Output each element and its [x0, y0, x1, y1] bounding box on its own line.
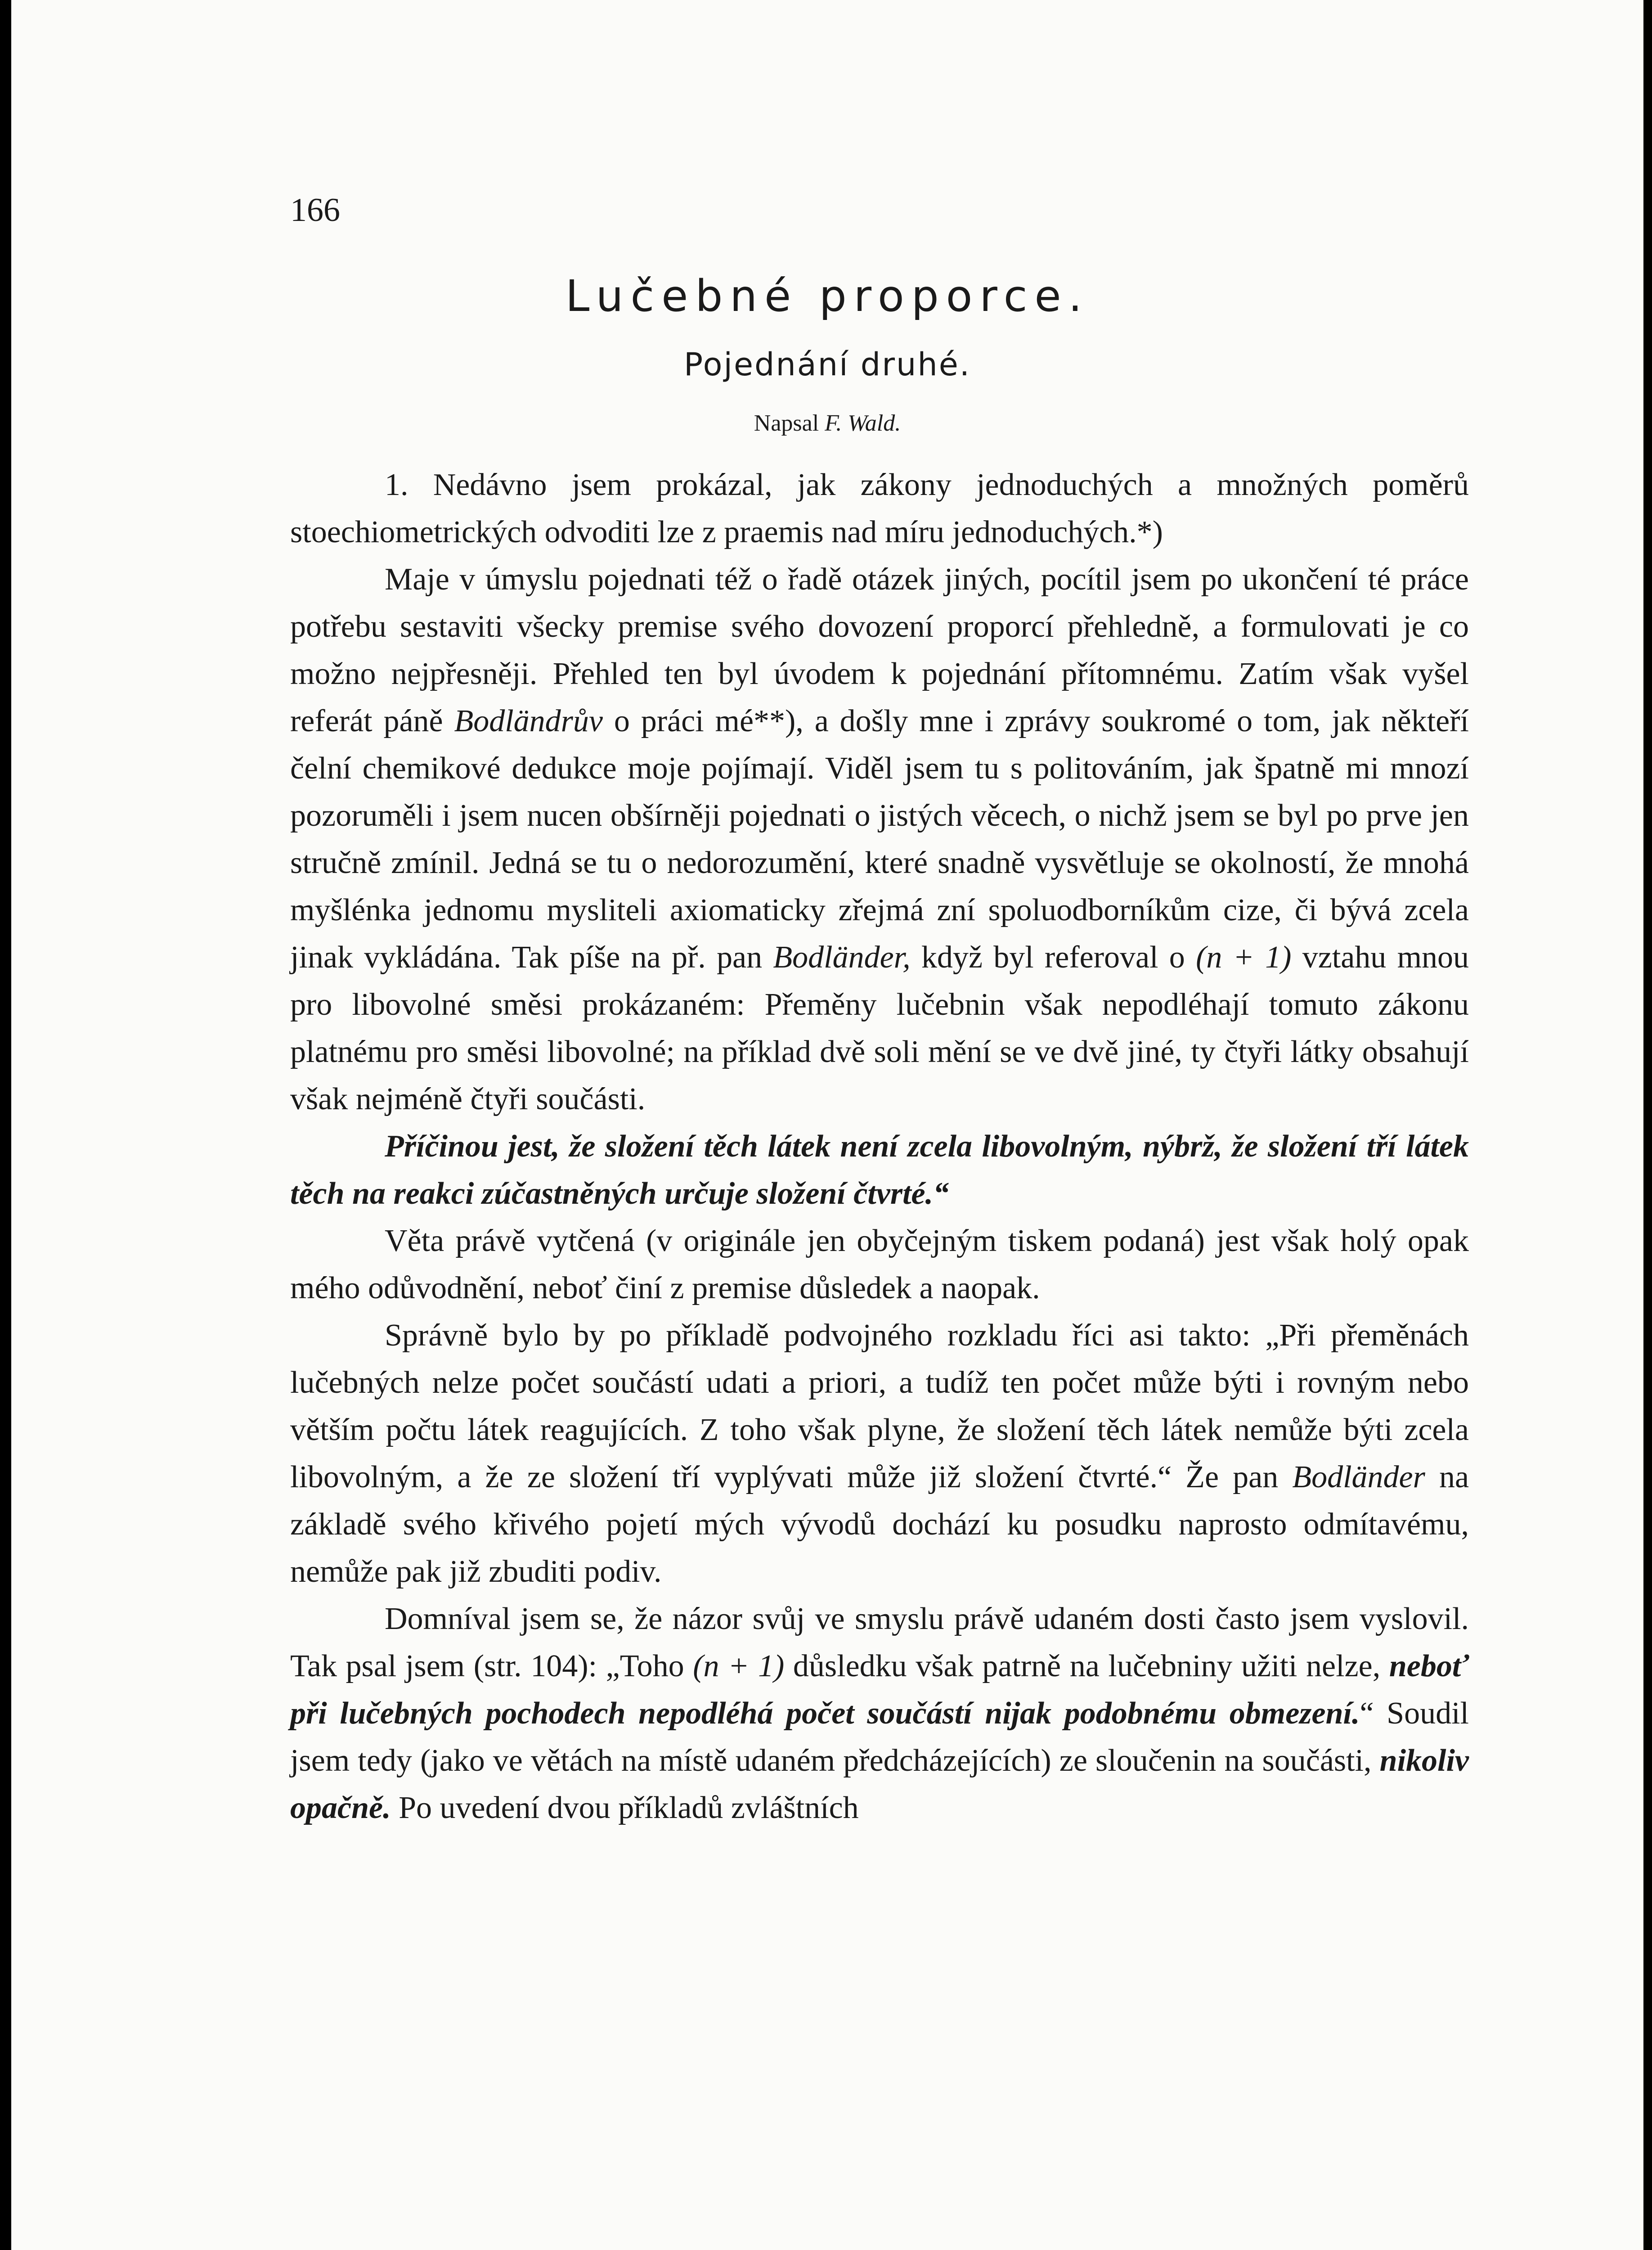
- paragraph-2-text-g: vztahu mnou pro libovolné směsi prokázaném: Přeměny lučebnin však nepodléhají tomuto zákonu platnému pro směsi libovolné; na příklad dvě soli mění se ve dvě jiné, ty čtyři látky obsahují však nejméně čtyři součásti.: [290, 940, 1469, 1116]
- article-title: Lučebné proporce.: [565, 271, 1090, 321]
- paragraph-5-text-a: Správně bylo by po příkladě podvojného rozkladu říci asi takto: „Při přeměnách lučebných nelze počet součástí udati a priori, a tudíž ten počet může býti i rovným nebo větším počtu látek reagujících. Z toho však plyne, že složení těch látek nemůže býti zcela libovolným, a že ze složení tří vyplývati může již složení čtvrté.“ Že pan: [290, 1318, 1469, 1494]
- paragraph-6-emphasis-2: nikoliv opačně.: [290, 1743, 1469, 1825]
- byline: [11, 412, 1643, 435]
- paragraph-2-name-bodlandruv: Bodländrův: [454, 704, 603, 738]
- paragraph-6-text-g: Po uvedení dvou příkladů zvláštních: [399, 1791, 859, 1825]
- paragraph-6-text-a: Domníval jsem se, že názor svůj ve smyslu právě udaném dosti často jsem vyslovil. Tak psal jsem (str. 104): „Toho: [290, 1602, 1469, 1683]
- paragraph-2: [290, 556, 1469, 1123]
- byline-prefix: Napsal: [754, 410, 819, 436]
- paragraph-2-text-e: když byl referoval o: [921, 940, 1185, 975]
- paragraph-5: [290, 1312, 1469, 1595]
- byline-author: F. Wald.: [825, 410, 901, 436]
- paragraph-6-text-c: důsledku však patrně na lučebniny užiti nelze,: [793, 1649, 1381, 1683]
- paragraph-5-name-bodlander: Bodländer: [1292, 1460, 1425, 1494]
- article-body: [290, 461, 1469, 1832]
- paragraph-6-formula: (n + 1): [693, 1649, 785, 1683]
- paragraph-1: 1. Nedávno jsem prokázal, jak zákony jednoduchých a množných poměrů stoechiometrických odvoditi lze z praemis nad míru jednoduchých.*): [290, 468, 1469, 549]
- paragraph-6-emphasis: neboť při lučebných pochodech nepodléhá počet součástí nijak podobnému obmezení.: [290, 1649, 1469, 1731]
- paragraph-2-name-bodlander: Bodländer,: [773, 940, 911, 975]
- paragraph-2-formula: (n + 1): [1196, 940, 1292, 975]
- article-subtitle: Pojednání druhé.: [683, 346, 971, 383]
- page-number: 166: [290, 192, 340, 229]
- book-page: [11, 0, 1643, 2250]
- paragraph-2-text-c: o práci mé**), a došly mne i zprávy soukromé o tom, jak někteří čelní chemikové dedukce moje pojímají. Viděl jsem tu s politováním, jak špatně mi mnozí pozoruměli i jsem nucen obšírněji pojednati o jistých věcech, o nichž jsem se byl po prve jen stručně zmínil. Jedná se tu o nedorozumění, které snadně vysvětluje se okolností, že mnohá myšlénka jednomu mysliteli axiomaticky zřejmá zní spoluodborníkům cize, či bývá zcela jinak vykládána. Tak píše na př. pan: [290, 704, 1469, 975]
- paragraph-4: Věta právě vytčená (v originále jen obyčejným tiskem podaná) jest však holý opak mého odůvodnění, neboť činí z premise důsledek a naopak.: [290, 1224, 1469, 1305]
- paragraph-3-quote: Příčinou jest, že složení těch látek není zcela libovolným, nýbrž, že složení tří látek těch na reakci zúčastněných určuje složení čtvrté.“: [290, 1129, 1469, 1211]
- paragraph-6: [290, 1595, 1469, 1832]
- paragraph-2-text-a: Maje v úmyslu pojednati též o řadě otázek jiných, pocítil jsem po ukončení té práce potřebu sestaviti všecky premise svého dovození proporcí přehledně, a formulovati je co možno nejpřesněji. Přehled ten byl úvodem k pojednání přítomnému. Zatím však vyšel referát páně: [290, 562, 1469, 738]
- paragraph-6-text-e: “ Soudil jsem tedy (jako ve větách na místě udaném předcházejících) ze sloučenin na součásti,: [290, 1696, 1469, 1778]
- paragraph-5-text-c: na základě svého křivého pojetí mých vývodů dochází ku posudku naprosto odmítavému, nemůže pak již zbuditi podiv.: [290, 1460, 1469, 1589]
